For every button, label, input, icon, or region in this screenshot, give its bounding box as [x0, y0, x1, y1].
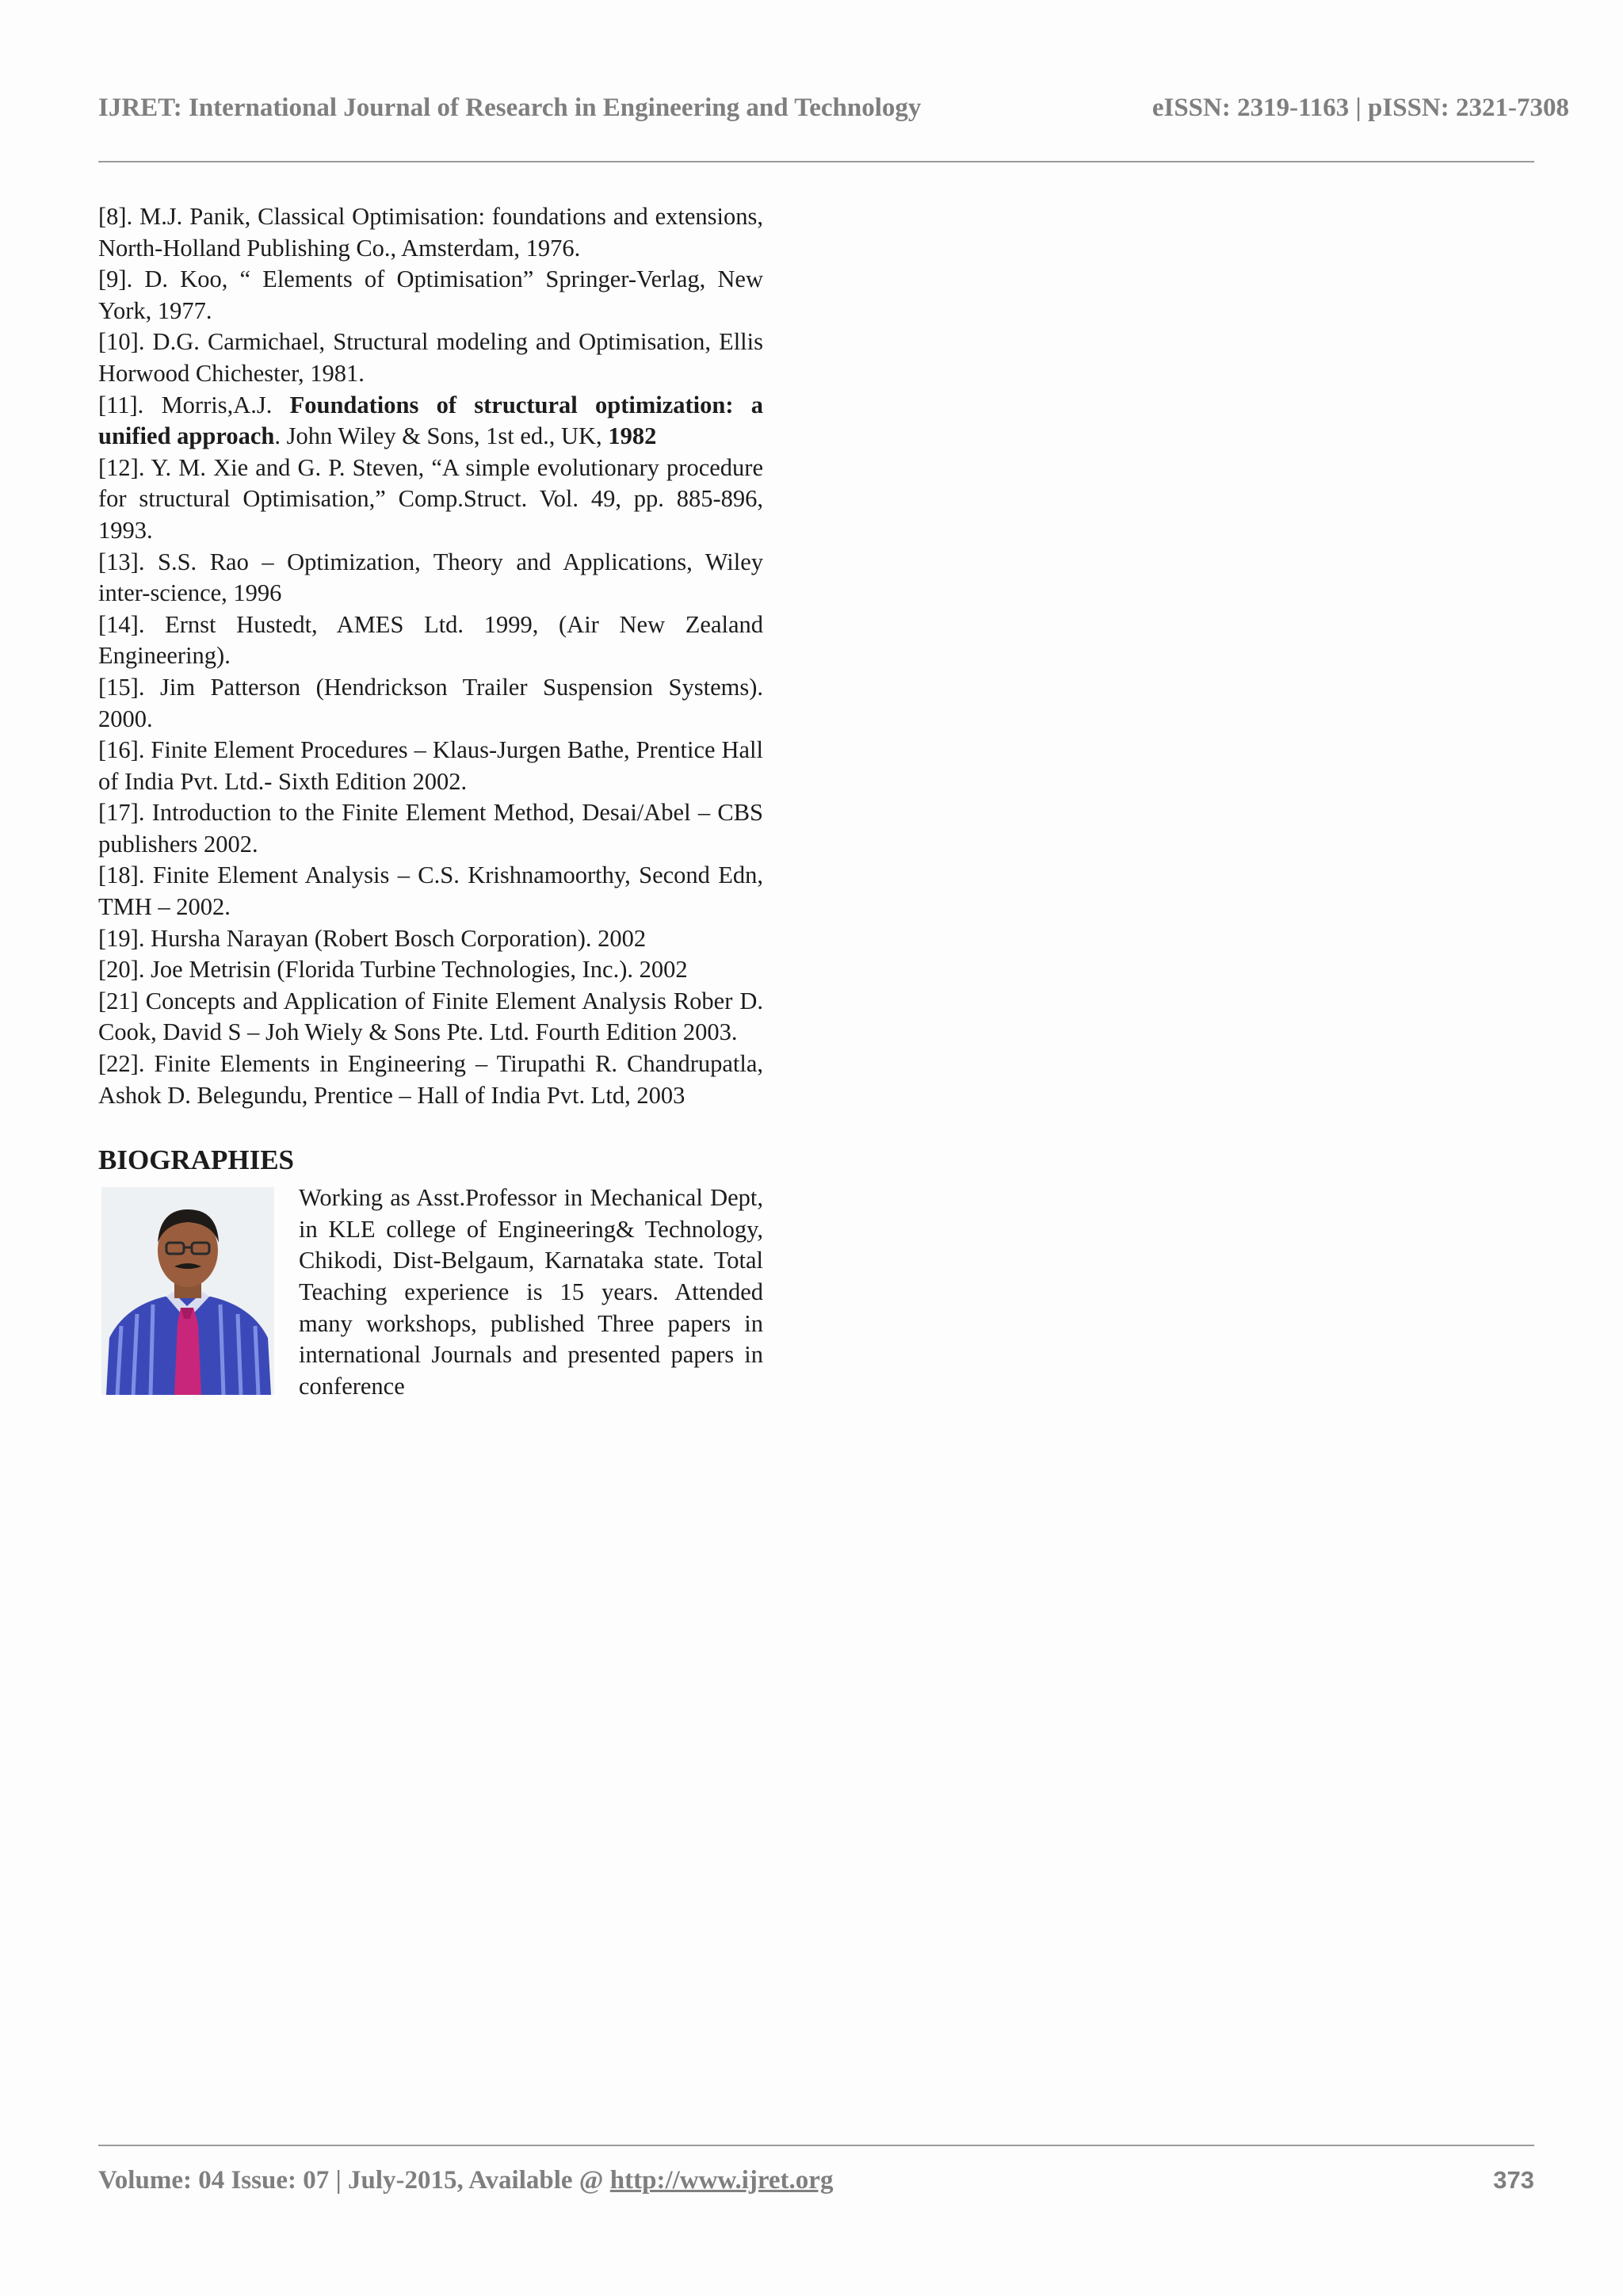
reference-11-publisher: . John Wiley & Sons, 1st ed., UK, — [274, 422, 609, 450]
biographies-heading: BIOGRAPHIES — [98, 1144, 294, 1176]
reference-9: [9]. D. Koo, “ Elements of Optimisation” Springer-Verlag, New York, 1977. — [98, 266, 763, 324]
reference-16: [16]. Finite Element Procedures – Klaus-Jurgen Bathe, Prentice Hall of India Pvt. Ltd.- Sixth Edition 2002. — [98, 736, 763, 795]
reference-22: [22]. Finite Elements in Engineering – Tirupathi R. Chandrupatla, Ashok D. Belegundu, Prentice – Hall of India Pvt. Ltd, 2003 — [98, 1050, 763, 1109]
journal-url-link[interactable]: http://www.ijret.org — [609, 2166, 834, 2195]
reference-15: [15]. Jim Patterson (Hendrickson Trailer Suspension Systems). 2000. — [98, 673, 763, 732]
header-divider — [98, 161, 1534, 162]
reference-11 — [98, 390, 763, 453]
issn-info: eISSN: 2319-1163 | pISSN: 2321-7308 — [1151, 94, 1569, 122]
footer-divider — [98, 2145, 1534, 2146]
author-portrait-image — [101, 1187, 274, 1395]
reference-14: [14]. Ernst Hustedt, AMES Ltd. 1999, (Air New Zealand Engineering). — [98, 610, 763, 670]
reference-13: [13]. S.S. Rao – Optimization, Theory and Applications, Wiley inter-science, 1996 — [98, 548, 763, 607]
journal-title: IJRET: International Journal of Research in Engineering and Technology — [98, 94, 922, 122]
reference-list — [98, 201, 763, 1111]
reference-10: [10]. D.G. Carmichael, Structural modeling and Optimisation, Ellis Horwood Chichester, 1981. — [98, 328, 763, 387]
footer-volume-info — [98, 2166, 833, 2195]
biography-text: Working as Asst.Professor in Mechanical Dept, in KLE college of Engineering& Technology, Chikodi, Dist-Belgaum, Karnataka state. Total Teaching experience is 15 years. Attended many workshops, published Three papers in international Journals and presented papers in conference — [299, 1184, 763, 1400]
reference-20: [20]. Joe Metrisin (Florida Turbine Technologies, Inc.). 2002 — [98, 956, 688, 984]
reference-11-year: 1982 — [608, 422, 657, 450]
author-photo — [101, 1187, 274, 1395]
reference-8: [8]. M.J. Panik, Classical Optimisation: foundations and extensions, North-Holland Publishing Co., Amsterdam, 1976. — [98, 203, 763, 262]
reference-11-prefix: [11]. Morris,A.J. — [98, 391, 290, 418]
reference-21: [21] Concepts and Application of Finite Element Analysis Rober D. Cook, David S – Joh Wiely & Sons Pte. Ltd. Fourth Edition 2003. — [98, 987, 763, 1046]
reference-17: [17]. Introduction to the Finite Element Method, Desai/Abel – CBS publishers 2002. — [98, 799, 763, 858]
reference-18: [18]. Finite Element Analysis – C.S. Krishnamoorthy, Second Edn, TMH – 2002. — [98, 861, 763, 921]
page-number: 373 — [1493, 2166, 1534, 2194]
reference-12: [12]. Y. M. Xie and G. P. Steven, “A simple evolutionary procedure for structural Optimisation,” Comp.Struct. Vol. 49, pp. 885-896, 1993. — [98, 453, 763, 544]
volume-issue-text: Volume: 04 Issue: 07 | July-2015, Available @ — [98, 2166, 610, 2195]
reference-19: [19]. Hursha Narayan (Robert Bosch Corporation). 2002 — [98, 924, 647, 952]
reference-11-title: Foundations of structural optimization: a unified approach — [98, 391, 763, 450]
biography-block — [98, 1182, 763, 1402]
left-column — [98, 201, 763, 1402]
